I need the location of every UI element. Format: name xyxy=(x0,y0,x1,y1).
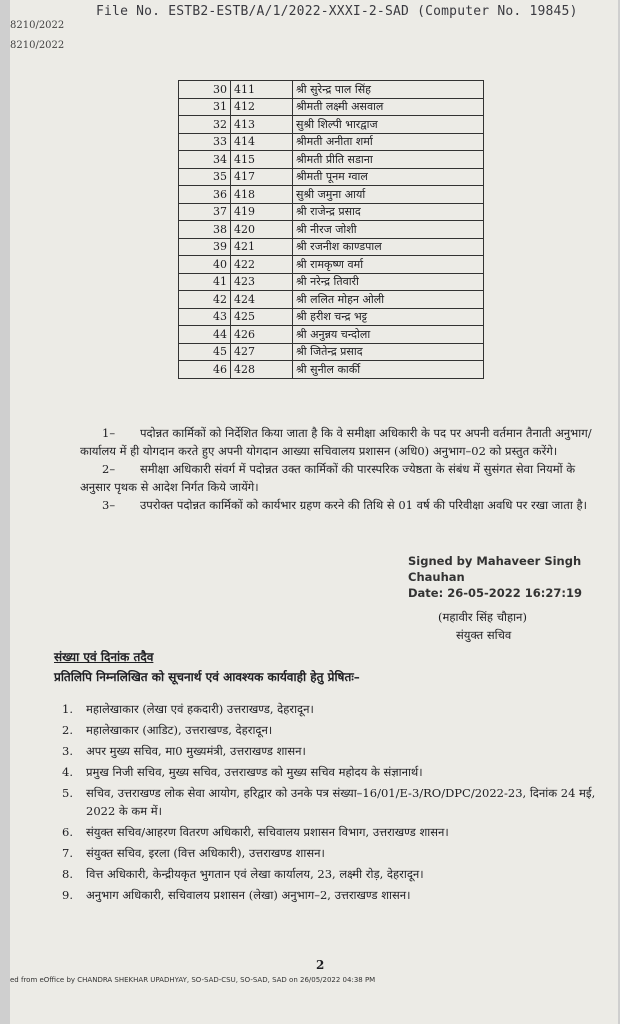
code-cell: 419 xyxy=(231,203,293,221)
name-cell: श्रीमती अनीता शर्मा xyxy=(293,133,484,151)
table-row xyxy=(179,116,484,134)
code-cell: 413 xyxy=(231,116,293,134)
table-row xyxy=(179,221,484,239)
serial-number-cell: 40 xyxy=(179,256,231,274)
code-cell: 426 xyxy=(231,326,293,344)
code-cell: 414 xyxy=(231,133,293,151)
code-cell: 412 xyxy=(231,98,293,116)
paragraph-2 xyxy=(80,460,600,496)
instruction-paragraphs xyxy=(80,424,600,514)
digital-signature-line1: Signed by Mahaveer Singh xyxy=(408,554,582,568)
copy-recipient-list xyxy=(62,700,602,907)
name-cell: श्री रजनीश काण्डपाल xyxy=(293,238,484,256)
code-cell: 427 xyxy=(231,343,293,361)
serial-number-cell: 35 xyxy=(179,168,231,186)
code-cell: 417 xyxy=(231,168,293,186)
name-cell: सुश्री जमुना आर्या xyxy=(293,186,484,204)
name-cell: श्री रामकृष्ण वर्मा xyxy=(293,256,484,274)
code-cell: 418 xyxy=(231,186,293,204)
list-item xyxy=(62,844,602,862)
list-item xyxy=(62,886,602,904)
serial-number-cell: 42 xyxy=(179,291,231,309)
list-item-text: संयुक्त सचिव/आहरण वितरण अधिकारी, सचिवालय प्रशासन विभाग, उत्तराखण्ड शासन। xyxy=(86,825,449,839)
paragraph-number: 1– xyxy=(102,426,116,440)
name-cell: श्री हरीश चन्द्र भट्ट xyxy=(293,308,484,326)
list-item-text: महालेखाकार (लेखा एवं हकदारी) उत्तराखण्ड, देहरादून। xyxy=(86,702,314,716)
table-row xyxy=(179,326,484,344)
name-cell: सुश्री शिल्पी भारद्वाज xyxy=(293,116,484,134)
serial-number-cell: 30 xyxy=(179,81,231,99)
serial-number-cell: 39 xyxy=(179,238,231,256)
serial-number-cell: 36 xyxy=(179,186,231,204)
paragraph-text: समीक्षा अधिकारी संवर्ग में पदोन्नत उक्त कार्मिकों की पारस्परिक ज्येष्ठता के संबंध में सुसंगत सेवा नियमों के अनुसार पृथक से आदेश निर्गत किये जायेंगे। xyxy=(80,462,576,494)
digital-signature-date: Date: 26-05-2022 16:27:19 xyxy=(408,586,582,600)
code-cell: 428 xyxy=(231,361,293,379)
code-cell: 424 xyxy=(231,291,293,309)
table-row xyxy=(179,81,484,99)
table-row xyxy=(179,238,484,256)
table-row xyxy=(179,133,484,151)
paragraph-3 xyxy=(80,496,600,514)
code-cell: 415 xyxy=(231,151,293,169)
margin-reference: 8210/2022 xyxy=(10,40,65,51)
table-row xyxy=(179,203,484,221)
list-item-number: 5. xyxy=(62,786,73,800)
list-item-number: 4. xyxy=(62,765,73,779)
list-item xyxy=(62,823,602,841)
name-cell: श्री सुरेन्द्र पाल सिंह xyxy=(293,81,484,99)
table-row xyxy=(179,308,484,326)
eoffice-footer: ed from eOffice by CHANDRA SHEKHAR UPADHYAY, SO-SAD-CSU, SO-SAD, SAD on 26/05/2022 04:38 PM xyxy=(10,976,376,984)
paragraph-text: उपरोक्त पदोन्नत कार्मिकों को कार्यभार ग्रहण करने की तिथि से 01 वर्ष की परिवीक्षा अवधि पर रखा जाता है। xyxy=(140,498,587,512)
serial-number-cell: 44 xyxy=(179,326,231,344)
serial-number-cell: 32 xyxy=(179,116,231,134)
code-cell: 421 xyxy=(231,238,293,256)
paragraph-number: 2– xyxy=(102,462,116,476)
list-item-number: 2. xyxy=(62,723,73,737)
signer-name: (महावीर सिंह चौहान) xyxy=(438,610,527,624)
name-cell: श्री नीरज जोशी xyxy=(293,221,484,239)
paragraph-text: पदोन्नत कार्मिकों को निर्देशित किया जाता है कि वे समीक्षा अधिकारी के पद पर अपनी वर्तमान तैनाती अनुभाग/कार्यालय में ही योगदान करते हुए अपनी योगदान आख्या सचिवालय प्रशासन (अधि0) अनुभाग–02 को प्रस्तुत करेंगे। xyxy=(80,426,592,458)
name-cell: श्री सुनील कार्की xyxy=(293,361,484,379)
name-cell: श्री जितेन्द्र प्रसाद xyxy=(293,343,484,361)
serial-number-cell: 43 xyxy=(179,308,231,326)
file-number-header: File No. ESTB2-ESTB/A/1/2022-XXXI-2-SAD (Computer No. 19845) xyxy=(96,4,578,19)
table-row xyxy=(179,186,484,204)
name-cell: श्री राजेन्द्र प्रसाद xyxy=(293,203,484,221)
list-item xyxy=(62,721,602,739)
serial-number-cell: 46 xyxy=(179,361,231,379)
list-item-text: संयुक्त सचिव, इरला (वित्त अधिकारी), उत्तराखण्ड शासन। xyxy=(86,846,325,860)
list-item xyxy=(62,742,602,760)
list-item-text: वित्त अधिकारी, केन्द्रीयकृत भुगतान एवं लेखा कार्यालय, 23, लक्ष्मी रोड़, देहरादून। xyxy=(86,867,424,881)
table-row xyxy=(179,168,484,186)
table-row xyxy=(179,343,484,361)
name-cell: श्री ललित मोहन ओली xyxy=(293,291,484,309)
code-cell: 411 xyxy=(231,81,293,99)
list-item-number: 6. xyxy=(62,825,73,839)
list-item-text: अनुभाग अधिकारी, सचिवालय प्रशासन (लेखा) अनुभाग–2, उत्तराखण्ड शासन। xyxy=(86,888,411,902)
list-item xyxy=(62,700,602,718)
table-row xyxy=(179,256,484,274)
code-cell: 425 xyxy=(231,308,293,326)
serial-number-cell: 41 xyxy=(179,273,231,291)
serial-number-cell: 45 xyxy=(179,343,231,361)
table-row xyxy=(179,291,484,309)
digital-signature-line2: Chauhan xyxy=(408,570,465,584)
list-item-number: 8. xyxy=(62,867,73,881)
promoted-staff-table xyxy=(178,80,484,379)
table-row xyxy=(179,98,484,116)
serial-number-cell: 34 xyxy=(179,151,231,169)
list-item xyxy=(62,784,602,820)
name-cell: श्रीमती पूनम ग्वाल xyxy=(293,168,484,186)
list-item xyxy=(62,763,602,781)
signer-designation: संयुक्त सचिव xyxy=(456,628,512,642)
code-cell: 420 xyxy=(231,221,293,239)
name-cell: श्रीमती प्रीति सडाना xyxy=(293,151,484,169)
serial-number-cell: 37 xyxy=(179,203,231,221)
list-item-number: 7. xyxy=(62,846,73,860)
list-item xyxy=(62,865,602,883)
name-cell: श्री नरेन्द्र तिवारी xyxy=(293,273,484,291)
table-row xyxy=(179,361,484,379)
name-cell: श्री अनुन्नय चन्दोला xyxy=(293,326,484,344)
list-item-text: अपर मुख्य सचिव, मा0 मुख्यमंत्री, उत्तराखण्ड शासन। xyxy=(86,744,306,758)
code-cell: 422 xyxy=(231,256,293,274)
list-item-number: 9. xyxy=(62,888,73,902)
table-row xyxy=(179,273,484,291)
serial-number-cell: 33 xyxy=(179,133,231,151)
paragraph-number: 3– xyxy=(102,498,116,512)
serial-number-cell: 31 xyxy=(179,98,231,116)
serial-number-cell: 38 xyxy=(179,221,231,239)
cc-heading: संख्या एवं दिनांक तदैव xyxy=(54,650,154,664)
list-item-text: सचिव, उत्तराखण्ड लोक सेवा आयोग, हरिद्वार को उनके पत्र संख्या–16/01/E-3/RO/DPC/2022-23, दिनांक 24 मई, 2022 के कम में। xyxy=(86,786,596,818)
name-cell: श्रीमती लक्ष्मी असवाल xyxy=(293,98,484,116)
list-item-number: 3. xyxy=(62,744,73,758)
list-item-number: 1. xyxy=(62,702,73,716)
list-item-text: महालेखाकार (आडिट), उत्तराखण्ड, देहरादून। xyxy=(86,723,273,737)
list-item-text: प्रमुख निजी सचिव, मुख्य सचिव, उत्तराखण्ड को मुख्य सचिव महोदय के संज्ञानार्थ। xyxy=(86,765,423,779)
paragraph-1 xyxy=(80,424,600,460)
code-cell: 423 xyxy=(231,273,293,291)
page-number: 2 xyxy=(316,958,325,972)
table-row xyxy=(179,151,484,169)
cc-intro: प्रतिलिपि निम्नलिखित को सूचनार्थ एवं आवश्यक कार्यवाही हेतु प्रेषितः– xyxy=(54,670,360,684)
margin-reference: 8210/2022 xyxy=(10,20,65,31)
